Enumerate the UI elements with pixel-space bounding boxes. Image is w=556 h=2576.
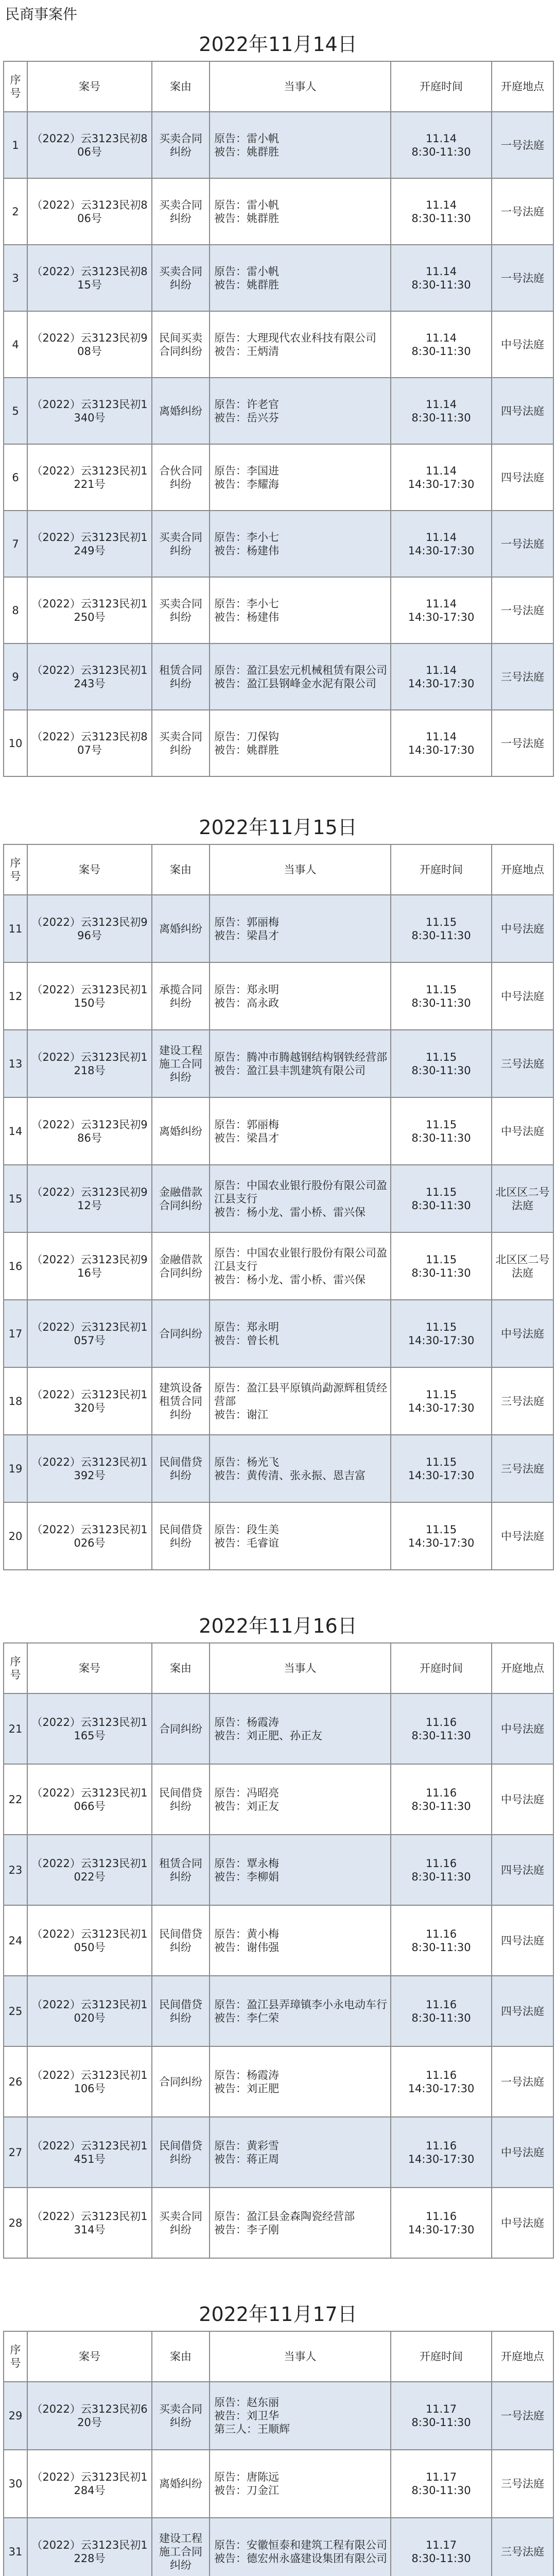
cell-loc: 三号法庭	[492, 643, 553, 710]
cell-party: 原告：李小七 被告：杨建伟	[210, 577, 391, 643]
table-row	[4, 1097, 553, 1165]
column-header-time: 开庭时间	[391, 61, 492, 112]
column-header-time: 开庭时间	[391, 2331, 492, 2382]
cell-case: （2022）云3123民初1320号	[27, 1367, 152, 1435]
column-header-case: 案号	[27, 1643, 152, 1693]
column-header-time: 开庭时间	[391, 844, 492, 895]
cell-time: 11.14 14:30-17:30	[391, 444, 492, 511]
cell-no: 25	[4, 1976, 27, 2046]
cell-time: 11.17 8:30-11:30	[391, 2450, 492, 2518]
cell-loc: 中号法庭	[492, 895, 553, 962]
cell-party: 原告：盈江县弄璋镇李小永电动车行 被告：李仁荣	[210, 1976, 391, 2046]
cell-time: 11.16 14:30-17:30	[391, 2117, 492, 2188]
cell-loc: 一号法庭	[492, 245, 553, 311]
cell-loc: 北区区二号法庭	[492, 1165, 553, 1232]
cell-no: 27	[4, 2117, 27, 2188]
cell-case: （2022）云3123民初1150号	[27, 962, 152, 1030]
cell-party: 原告：覃永梅 被告：李柳娟	[210, 1835, 391, 1905]
cell-cause: 金融借款合同纠纷	[152, 1165, 210, 1232]
cell-case: （2022）云3123民初1314号	[27, 2188, 152, 2258]
cell-no: 12	[4, 962, 27, 1030]
cell-party: 原告：郑永明 被告：高永政	[210, 962, 391, 1030]
cell-case: （2022）云3123民初807号	[27, 710, 152, 776]
cell-case: （2022）云3123民初1340号	[27, 378, 152, 444]
table-row	[4, 643, 553, 710]
cell-time: 11.15 14:30-17:30	[391, 1300, 492, 1367]
cell-cause: 离婚纠纷	[152, 1097, 210, 1165]
cell-no: 19	[4, 1435, 27, 1502]
table-header-row	[4, 844, 553, 895]
case-table	[3, 2331, 554, 2576]
cell-time: 11.15 8:30-11:30	[391, 1030, 492, 1097]
cell-no: 20	[4, 1502, 27, 1570]
cell-no: 2	[4, 178, 27, 245]
cell-cause: 合伙合同纠纷	[152, 444, 210, 511]
cell-no: 17	[4, 1300, 27, 1367]
column-header-party: 当事人	[210, 844, 391, 895]
cell-case: （2022）云3123民初908号	[27, 311, 152, 378]
cell-no: 28	[4, 2188, 27, 2258]
cell-party: 原告：大理现代农业科技有限公司 被告：王炳清	[210, 311, 391, 378]
cell-cause: 建设工程施工合同纠纷	[152, 2518, 210, 2576]
cell-cause: 租赁合同纠纷	[152, 643, 210, 710]
cell-no: 13	[4, 1030, 27, 1097]
cell-no: 4	[4, 311, 27, 378]
cell-loc: 三号法庭	[492, 2518, 553, 2576]
cell-loc: 中号法庭	[492, 1300, 553, 1367]
cell-cause: 买卖合同纠纷	[152, 245, 210, 311]
cell-party: 原告：黄彩雪 被告：蒋正周	[210, 2117, 391, 2188]
cell-no: 26	[4, 2046, 27, 2117]
cell-no: 11	[4, 895, 27, 962]
cell-cause: 承揽合同纠纷	[152, 962, 210, 1030]
cell-time: 11.15 14:30-17:30	[391, 1435, 492, 1502]
cell-party: 原告：杨霞涛 被告：刘正肥、孙正友	[210, 1693, 391, 1764]
cell-party: 原告：盈江县宏元机械租赁有限公司 被告：盈江县钢峰金水泥有限公司	[210, 643, 391, 710]
table-row	[4, 1905, 553, 1976]
table-row	[4, 511, 553, 577]
cell-loc: 中号法庭	[492, 2117, 553, 2188]
cell-case: （2022）云3123民初1392号	[27, 1435, 152, 1502]
cell-time: 11.16 8:30-11:30	[391, 1693, 492, 1764]
cell-time: 11.14 8:30-11:30	[391, 178, 492, 245]
cell-cause: 民间借贷纠纷	[152, 1764, 210, 1835]
table-header-row	[4, 1643, 553, 1693]
cell-case: （2022）云3123民初1026号	[27, 1502, 152, 1570]
cell-no: 23	[4, 1835, 27, 1905]
cell-no: 8	[4, 577, 27, 643]
table-row	[4, 2382, 553, 2450]
cell-case: （2022）云3123民初1057号	[27, 1300, 152, 1367]
table-row	[4, 2450, 553, 2518]
table-row	[4, 1367, 553, 1435]
cell-cause: 建筑设备租赁合同纠纷	[152, 1367, 210, 1435]
cell-loc: 四号法庭	[492, 444, 553, 511]
cell-time: 11.17 8:30-11:30	[391, 2518, 492, 2576]
cell-no: 22	[4, 1764, 27, 1835]
table-row	[4, 2518, 553, 2576]
cell-time: 11.14 14:30-17:30	[391, 577, 492, 643]
cell-time: 11.15 8:30-11:30	[391, 1097, 492, 1165]
cell-loc: 三号法庭	[492, 1435, 553, 1502]
cell-party: 原告：中国农业银行股份有限公司盈江县支行 被告：杨小龙、雷小桥、雷兴保	[210, 1232, 391, 1300]
cell-loc: 北区区二号法庭	[492, 1232, 553, 1300]
cell-time: 11.16 14:30-17:30	[391, 2046, 492, 2117]
cell-cause: 合同纠纷	[152, 1300, 210, 1367]
cell-cause: 民间借贷纠纷	[152, 1976, 210, 2046]
cell-party: 原告：雷小帆 被告：姚群胜	[210, 112, 391, 178]
column-header-no: 序号	[4, 1643, 27, 1693]
column-header-case: 案号	[27, 61, 152, 112]
cell-case: （2022）云3123民初1106号	[27, 2046, 152, 2117]
cell-case: （2022）云3123民初1249号	[27, 511, 152, 577]
cell-party: 原告：杨霞涛 被告：刘正肥	[210, 2046, 391, 2117]
cell-loc: 一号法庭	[492, 710, 553, 776]
table-row	[4, 1976, 553, 2046]
table-row	[4, 1835, 553, 1905]
cell-loc: 三号法庭	[492, 1367, 553, 1435]
column-header-no: 序号	[4, 844, 27, 895]
cell-no: 14	[4, 1097, 27, 1165]
cell-cause: 民间借贷纠纷	[152, 2117, 210, 2188]
cell-case: （2022）云3123民初1243号	[27, 643, 152, 710]
cell-cause: 租赁合同纠纷	[152, 1835, 210, 1905]
table-row	[4, 1764, 553, 1835]
table-row	[4, 178, 553, 245]
cell-loc: 一号法庭	[492, 2382, 553, 2450]
column-header-no: 序号	[4, 61, 27, 112]
cell-loc: 中号法庭	[492, 1097, 553, 1165]
cell-time: 11.14 8:30-11:30	[391, 112, 492, 178]
cell-no: 16	[4, 1232, 27, 1300]
day-title: 2022年11月17日	[199, 2303, 357, 2326]
cell-loc: 中号法庭	[492, 1693, 553, 1764]
cell-cause: 建设工程施工合同纠纷	[152, 1030, 210, 1097]
cell-loc: 中号法庭	[492, 1502, 553, 1570]
cell-cause: 合同纠纷	[152, 1693, 210, 1764]
cell-time: 11.14 14:30-17:30	[391, 643, 492, 710]
cell-party: 原告：刀保钩 被告：姚群胜	[210, 710, 391, 776]
cell-case: （2022）云3123民初1066号	[27, 1764, 152, 1835]
cell-no: 29	[4, 2382, 27, 2450]
cell-party: 原告：杨光飞 被告：黄传清、张永振、恩吉富	[210, 1435, 391, 1502]
table-row	[4, 962, 553, 1030]
cell-time: 11.15 8:30-11:30	[391, 962, 492, 1030]
cell-loc: 一号法庭	[492, 178, 553, 245]
cell-loc: 四号法庭	[492, 378, 553, 444]
cell-time: 11.16 8:30-11:30	[391, 1976, 492, 2046]
cell-time: 11.15 8:30-11:30	[391, 895, 492, 962]
cell-loc: 一号法庭	[492, 511, 553, 577]
cell-case: （2022）云3123民初1250号	[27, 577, 152, 643]
cell-party: 原告：李国进 被告：李耀海	[210, 444, 391, 511]
cell-time: 11.15 8:30-11:30	[391, 1165, 492, 1232]
cell-time: 11.15 14:30-17:30	[391, 1502, 492, 1570]
day-title: 2022年11月16日	[199, 1615, 357, 1637]
cell-case: （2022）云3123民初815号	[27, 245, 152, 311]
column-header-time: 开庭时间	[391, 1643, 492, 1693]
cell-case: （2022）云3123民初1221号	[27, 444, 152, 511]
cell-party: 原告：李小七 被告：杨建伟	[210, 511, 391, 577]
cell-cause: 买卖合同纠纷	[152, 2188, 210, 2258]
cell-loc: 四号法庭	[492, 1976, 553, 2046]
cell-case: （2022）云3123民初806号	[27, 112, 152, 178]
case-table	[3, 1642, 554, 2259]
cell-party: 原告：盈江县金森陶瓷经营部 被告：李子刚	[210, 2188, 391, 2258]
table-row	[4, 311, 553, 378]
column-header-no: 序号	[4, 2331, 27, 2382]
cell-cause: 买卖合同纠纷	[152, 2382, 210, 2450]
table-row	[4, 1435, 553, 1502]
cell-case: （2022）云3123民初916号	[27, 1232, 152, 1300]
cell-cause: 金融借款合同纠纷	[152, 1232, 210, 1300]
day-title: 2022年11月14日	[199, 33, 357, 56]
table-row	[4, 1300, 553, 1367]
table-row	[4, 1502, 553, 1570]
cell-loc: 一号法庭	[492, 577, 553, 643]
cell-party: 原告：赵东丽 被告：刘卫华 第三人：王顺辉	[210, 2382, 391, 2450]
cell-cause: 合同纠纷	[152, 2046, 210, 2117]
cell-party: 原告：中国农业银行股份有限公司盈江县支行 被告：杨小龙、雷小桥、雷兴保	[210, 1165, 391, 1232]
cell-loc: 中号法庭	[492, 1764, 553, 1835]
cell-time: 11.16 14:30-17:30	[391, 2188, 492, 2258]
column-header-party: 当事人	[210, 2331, 391, 2382]
cell-party: 原告：段生美 被告：毛睿谊	[210, 1502, 391, 1570]
column-header-cause: 案由	[152, 61, 210, 112]
cell-no: 18	[4, 1367, 27, 1435]
cell-loc: 中号法庭	[492, 962, 553, 1030]
cell-no: 5	[4, 378, 27, 444]
cell-time: 11.16 8:30-11:30	[391, 1764, 492, 1835]
cell-time: 11.14 14:30-17:30	[391, 511, 492, 577]
table-row	[4, 710, 553, 776]
cell-case: （2022）云3123民初1022号	[27, 1835, 152, 1905]
cell-cause: 民间借贷纠纷	[152, 1502, 210, 1570]
table-row	[4, 577, 553, 643]
column-header-case: 案号	[27, 844, 152, 895]
cell-no: 9	[4, 643, 27, 710]
cell-no: 6	[4, 444, 27, 511]
table-row	[4, 112, 553, 178]
cell-cause: 民间买卖合同纠纷	[152, 311, 210, 378]
cell-case: （2022）云3123民初986号	[27, 1097, 152, 1165]
cell-no: 1	[4, 112, 27, 178]
cell-cause: 买卖合同纠纷	[152, 178, 210, 245]
case-table	[3, 61, 554, 777]
cell-time: 11.17 8:30-11:30	[391, 2382, 492, 2450]
table-row	[4, 1232, 553, 1300]
cell-case: （2022）云3123民初1284号	[27, 2450, 152, 2518]
cell-time: 11.16 8:30-11:30	[391, 1905, 492, 1976]
cell-party: 原告：冯昭亮 被告：刘正友	[210, 1764, 391, 1835]
table-row	[4, 1693, 553, 1764]
cell-time: 11.14 14:30-17:30	[391, 710, 492, 776]
cell-party: 原告：郭丽梅 被告：梁昌才	[210, 895, 391, 962]
cell-no: 7	[4, 511, 27, 577]
table-row	[4, 378, 553, 444]
column-header-case: 案号	[27, 2331, 152, 2382]
cell-party: 原告：许老官 被告：岳兴芬	[210, 378, 391, 444]
cell-party: 原告：腾冲市腾越钢结构钢铁经营部 被告：盈江县丰凯建筑有限公司	[210, 1030, 391, 1097]
cell-loc: 三号法庭	[492, 1030, 553, 1097]
column-header-cause: 案由	[152, 2331, 210, 2382]
column-header-loc: 开庭地点	[492, 2331, 553, 2382]
cell-case: （2022）云3123民初620号	[27, 2382, 152, 2450]
cell-time: 11.14 8:30-11:30	[391, 245, 492, 311]
table-row	[4, 1165, 553, 1232]
cell-case: （2022）云3123民初1050号	[27, 1905, 152, 1976]
table-row	[4, 895, 553, 962]
cell-cause: 民间借贷纠纷	[152, 1905, 210, 1976]
table-header-row	[4, 61, 553, 112]
cell-case: （2022）云3123民初1020号	[27, 1976, 152, 2046]
document-title: 民商事案件	[5, 6, 78, 23]
cell-loc: 四号法庭	[492, 1905, 553, 1976]
cell-party: 原告：雷小帆 被告：姚群胜	[210, 178, 391, 245]
cell-no: 15	[4, 1165, 27, 1232]
cell-party: 原告：唐陈远 被告：刀金江	[210, 2450, 391, 2518]
column-header-loc: 开庭地点	[492, 1643, 553, 1693]
cell-no: 24	[4, 1905, 27, 1976]
case-table	[3, 844, 554, 1570]
cell-loc: 中号法庭	[492, 311, 553, 378]
cell-party: 原告：安徽恒泰和建筑工程有限公司 被告：德宏州永盛建设集团有限公司	[210, 2518, 391, 2576]
cell-case: （2022）云3123民初1218号	[27, 1030, 152, 1097]
table-row	[4, 2117, 553, 2188]
cell-cause: 离婚纠纷	[152, 2450, 210, 2518]
cell-cause: 离婚纠纷	[152, 895, 210, 962]
cell-case: （2022）云3123民初1228号	[27, 2518, 152, 2576]
cell-loc: 中号法庭	[492, 2188, 553, 2258]
column-header-party: 当事人	[210, 1643, 391, 1693]
cell-case: （2022）云3123民初996号	[27, 895, 152, 962]
table-row	[4, 245, 553, 311]
cell-time: 11.15 8:30-11:30	[391, 1232, 492, 1300]
cell-party: 原告：雷小帆 被告：姚群胜	[210, 245, 391, 311]
cell-cause: 民间借贷纠纷	[152, 1435, 210, 1502]
cell-party: 原告：盈江县平原镇尚勐源辉租赁经营部 被告：谢江	[210, 1367, 391, 1435]
table-header-row	[4, 2331, 553, 2382]
column-header-cause: 案由	[152, 1643, 210, 1693]
cell-no: 3	[4, 245, 27, 311]
cell-cause: 买卖合同纠纷	[152, 710, 210, 776]
cell-case: （2022）云3123民初1451号	[27, 2117, 152, 2188]
cell-time: 11.14 8:30-11:30	[391, 311, 492, 378]
table-row	[4, 444, 553, 511]
cell-cause: 离婚纠纷	[152, 378, 210, 444]
cell-no: 10	[4, 710, 27, 776]
cell-time: 11.16 8:30-11:30	[391, 1835, 492, 1905]
cell-no: 31	[4, 2518, 27, 2576]
cell-time: 11.14 8:30-11:30	[391, 378, 492, 444]
column-header-cause: 案由	[152, 844, 210, 895]
cell-case: （2022）云3123民初806号	[27, 178, 152, 245]
table-row	[4, 2046, 553, 2117]
cell-cause: 买卖合同纠纷	[152, 511, 210, 577]
cell-loc: 一号法庭	[492, 112, 553, 178]
day-title: 2022年11月15日	[199, 816, 357, 839]
table-row	[4, 2188, 553, 2258]
column-header-loc: 开庭地点	[492, 61, 553, 112]
cell-loc: 四号法庭	[492, 1835, 553, 1905]
cell-case: （2022）云3123民初912号	[27, 1165, 152, 1232]
cell-loc: 三号法庭	[492, 2450, 553, 2518]
cell-cause: 买卖合同纠纷	[152, 577, 210, 643]
cell-no: 21	[4, 1693, 27, 1764]
table-row	[4, 1030, 553, 1097]
cell-party: 原告：郑永明 被告：曾长机	[210, 1300, 391, 1367]
column-header-party: 当事人	[210, 61, 391, 112]
cell-cause: 买卖合同纠纷	[152, 112, 210, 178]
cell-loc: 一号法庭	[492, 2046, 553, 2117]
cell-party: 原告：黄小梅 被告：谢伟强	[210, 1905, 391, 1976]
cell-no: 30	[4, 2450, 27, 2518]
column-header-loc: 开庭地点	[492, 844, 553, 895]
cell-case: （2022）云3123民初1165号	[27, 1693, 152, 1764]
cell-time: 11.15 14:30-17:30	[391, 1367, 492, 1435]
cell-party: 原告：郭丽梅 被告：梁昌才	[210, 1097, 391, 1165]
